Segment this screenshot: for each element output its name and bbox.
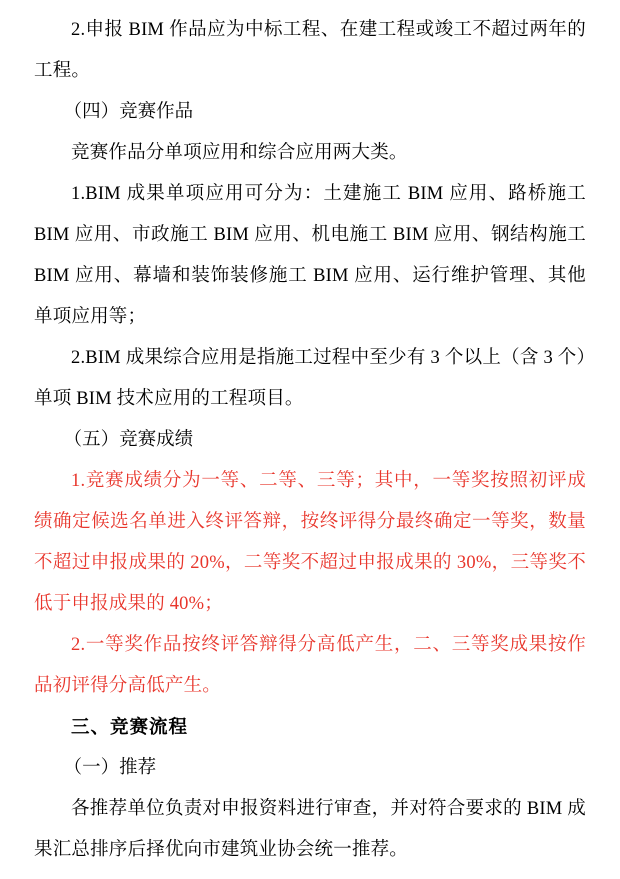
section-heading-one-recommendation: （一）推荐 [63, 758, 157, 778]
paragraph-item-1-single-application: 1.BIM 成果单项应用可分为：土建施工 BIM 应用、路桥施工 BIM 应用、市政施工 BIM 应用、机电施工 BIM 应用、钢结构施工 BIM 应用、幕墙和装饰装修施工 BIM 应用、运行维护管理、其他单项应用等； [34, 184, 591, 327]
paragraph-item-2-award-generation: 2.一等奖作品按终评答辩得分高低产生，二、三等奖成果按作品初评得分高低产生。 [34, 635, 586, 696]
paragraph-item-2-bim-work: 2.申报 BIM 作品应为中标工程、在建工程或竣工不超过两年的工程。 [34, 20, 586, 81]
section-heading-four-competition-works: （四）竞赛作品 [63, 102, 194, 122]
section-heading-three-competition-process: 三、竞赛流程 [71, 717, 189, 738]
paragraph-work-categories: 竞赛作品分单项应用和综合应用两大类。 [71, 143, 408, 163]
paragraph-recommendation-units: 各推荐单位负责对申报资料进行审查，并对符合要求的 BIM 成果汇总排序后择优向市建筑业协会统一推荐。 [34, 799, 586, 860]
paragraph-item-1-grade-distribution: 1.竞赛成绩分为一等、二等、三等；其中，一等奖按照初评成绩确定候选名单进入终评答辩，按终评得分最终确定一等奖，数量不超过申报成果的 20%，二等奖不超过申报成果的 30%，三等奖不低于申报成果的 40%； [34, 471, 586, 614]
paragraph-item-2-comprehensive-application: 2.BIM 成果综合应用是指施工过程中至少有 3 个以上（含 3 个）单项 BIM 技术应用的工程项目。 [34, 348, 586, 409]
section-heading-five-competition-results: （五）竞赛成绩 [63, 430, 194, 450]
